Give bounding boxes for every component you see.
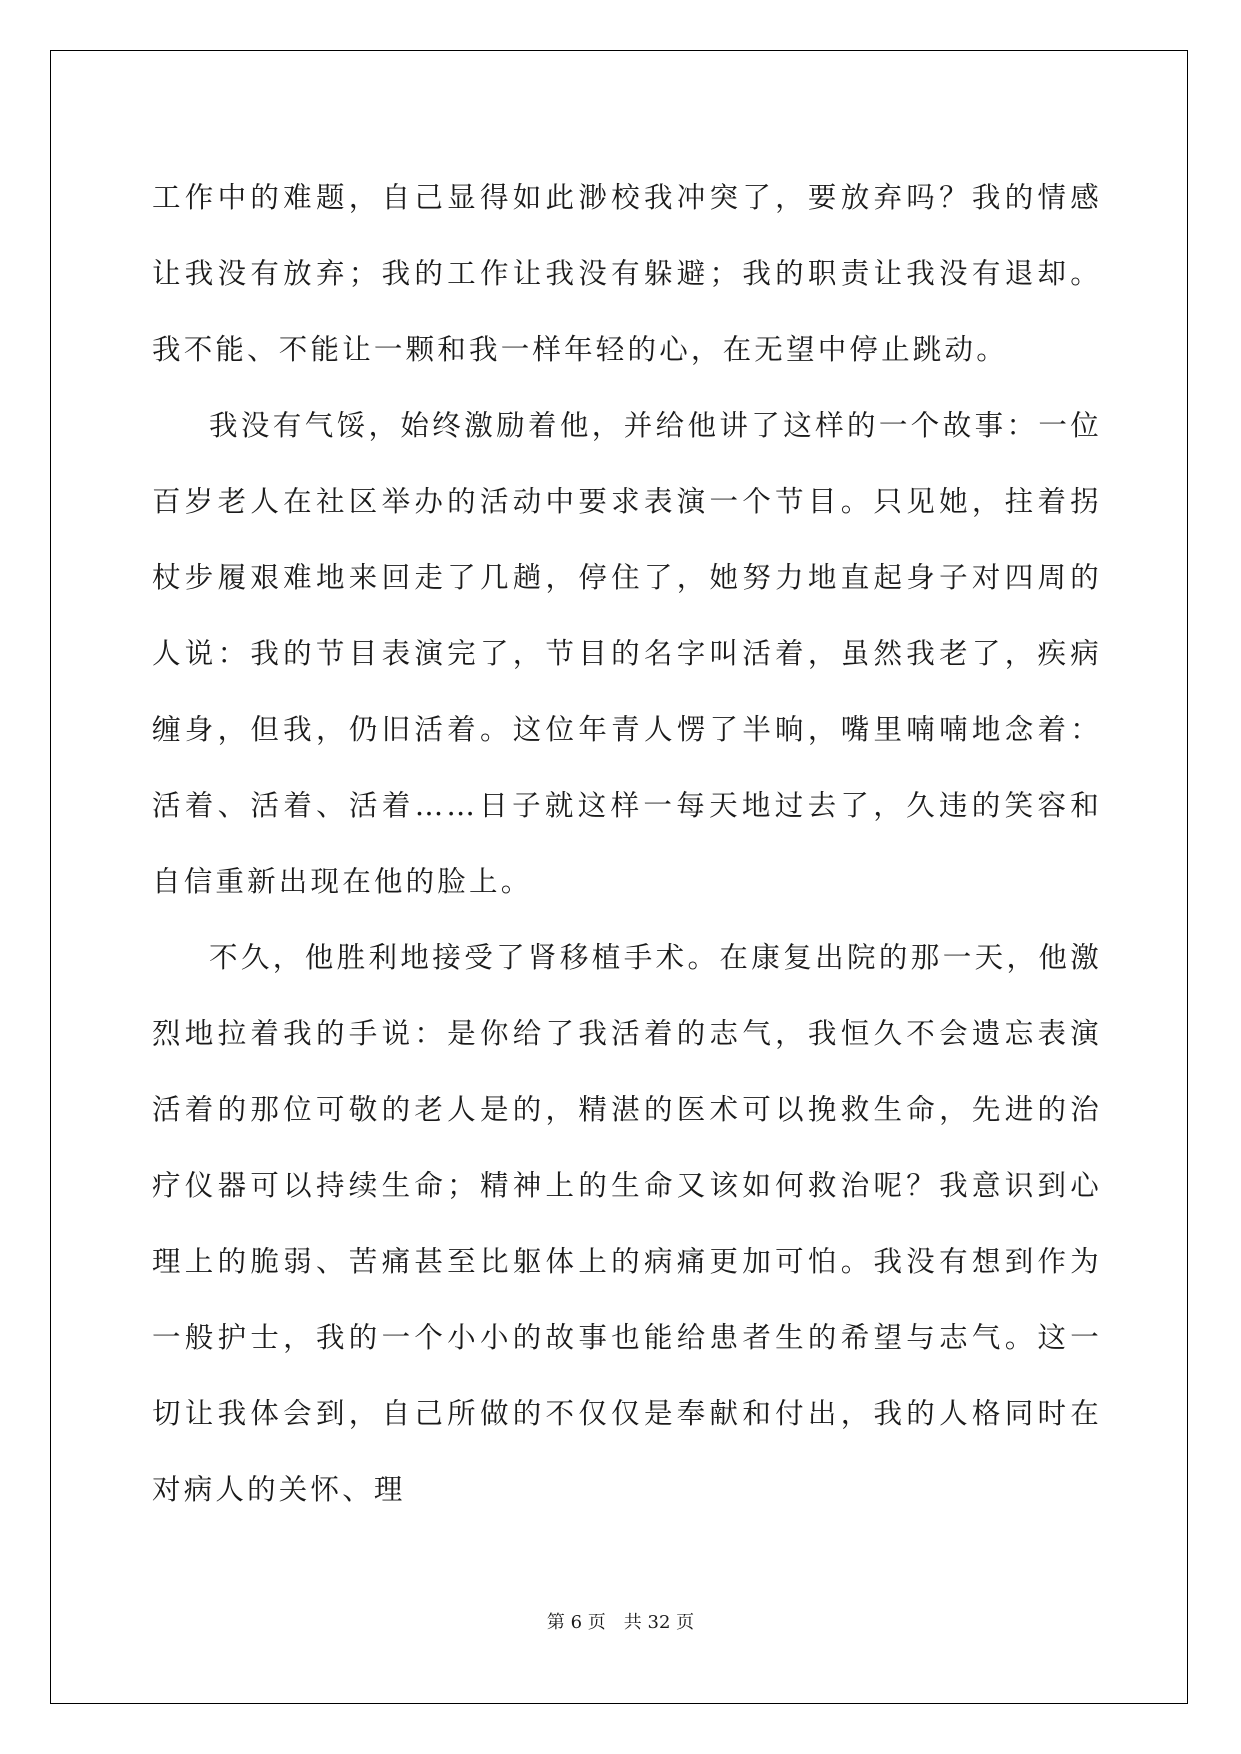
page-footer: 第 6 页 共 32 页 [546,1612,695,1633]
document-body [152,160,1102,1528]
paragraph-1: 工作中的难题，自己显得如此渺校我冲突了，要放弃吗？我的情感让我没有放弃；我的工作让我没有躲避；我的职责让我没有退却。我不能、不能让一颗和我一样年轻的心，在无望中停止跳动。 [152,181,1102,366]
paragraph-3: 不久，他胜利地接受了肾移植手术。在康复出院的那一天，他激烈地拉着我的手说：是你给了我活着的志气，我恒久不会遗忘表演活着的那位可敬的老人是的，精湛的医术可以挽救生命，先进的治疗仪器可以持续生命；精神上的生命又该如何救治呢？我意识到心理上的脆弱、苦痛甚至比躯体上的病痛更加可怕。我没有想到作为一般护士，我的一个小小的故事也能给患者生的希望与志气。这一切让我体会到，自己所做的不仅仅是奉献和付出，我的人格同时在对病人的关怀、理 [152,941,1102,1506]
paragraph-2: 我没有气馁，始终激励着他，并给他讲了这样的一个故事：一位百岁老人在社区举办的活动中要求表演一个节目。只见她，拄着拐杖步履艰难地来回走了几趟，停住了，她努力地直起身子对四周的人说：我的节目表演完了，节目的名字叫活着，虽然我老了，疾病缠身，但我，仍旧活着。这位年青人愣了半晌，嘴里喃喃地念着：活着、活着、活着……日子就这样一每天地过去了，久违的笑容和自信重新出现在他的脸上。 [152,409,1102,898]
